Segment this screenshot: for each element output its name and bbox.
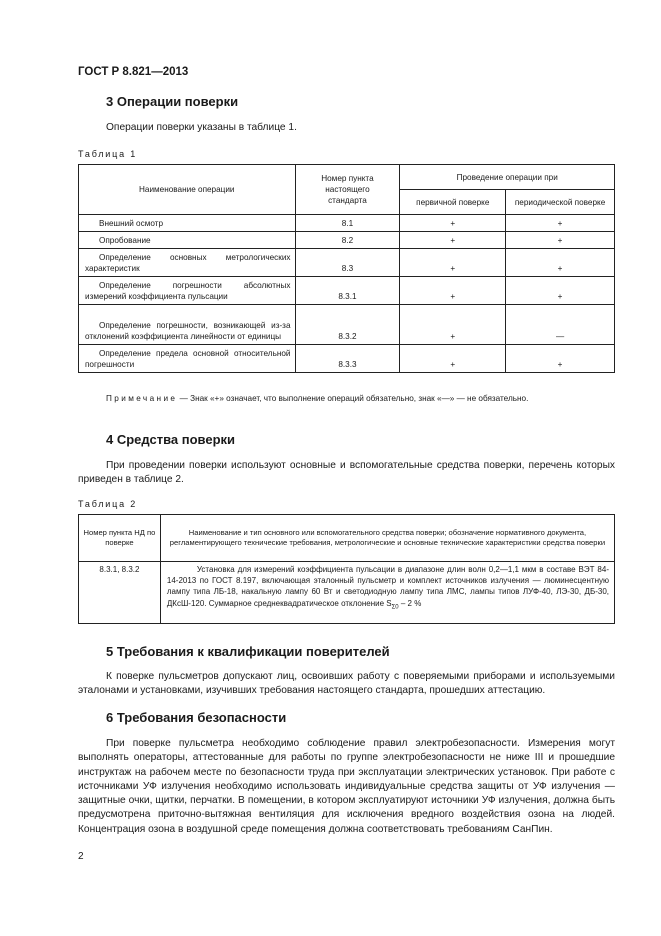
table-1-periodic: + — [506, 277, 615, 305]
table-1-note — [78, 393, 615, 405]
note-text: — Знак «+» означает, что выполнение операций обязательно, знак «—» — не обязательно. — [177, 394, 529, 403]
table-2 — [78, 514, 615, 624]
table-1-periodic: + — [506, 345, 615, 373]
table-1-operation: Определение погрешности, возникающей из-за отклонений коэффициента линейности от единицы — [79, 305, 296, 345]
table-1 — [78, 164, 615, 373]
table-1-number: 8.2 — [295, 232, 400, 249]
table-2-description-text: Установка для измерений коэффициента пульсации в диапазоне длин волн 0,2—1,1 мкм в составе ВЭТ 84-14-2013 по ГОСТ 8.197, включающая эталонный пульсметр и комплект источников излучения — люминесцентную лампу типа ЛБ-18, накальную лампу 60 Вт и светодиодную лампу типа ЛМС, лампы типов ЛУФ-40, ЛЭ-30, ДБ-30, ДКсШ-120. Суммарное среднеквадратическое отклонение S — [166, 565, 609, 608]
section-3-title: 3 Операции поверки — [106, 94, 239, 109]
table-2-description-tail: – 2 % — [398, 598, 422, 608]
table-row — [79, 562, 615, 624]
table-2-header-description: Наименование и тип основного или вспомогательного средства поверки; обозначение нормативного документа, регламентирующего технические требования, метрологические и основные технические характеристики средства поверки — [160, 515, 614, 562]
table-row — [79, 215, 615, 232]
page-number: 2 — [78, 851, 84, 862]
table-1-number: 8.3.2 — [295, 305, 400, 345]
table-1-header-name: Наименование операции — [79, 165, 296, 215]
table-1-header-number: Номер пункта настоящего стандарта — [295, 165, 400, 215]
table-2-description-subscript: Σ0 — [391, 604, 399, 611]
section-4-title: 4 Средства поверки — [106, 432, 236, 447]
table-2-caption: Таблица 2 — [78, 499, 137, 509]
table-1-periodic: + — [506, 232, 615, 249]
table-1-periodic: — — [506, 305, 615, 345]
table-1-primary: + — [400, 215, 506, 232]
note-label: Примечание — [106, 394, 178, 403]
table-1-operation: Определение основных метрологических характеристик — [79, 249, 296, 277]
section-6-title: 6 Требования безопасности — [106, 710, 287, 725]
table-1-operation: Внешний осмотр — [79, 215, 296, 232]
table-1-periodic: + — [506, 215, 615, 232]
table-1-header-periodic: периодической поверке — [506, 190, 615, 215]
table-1-primary: + — [400, 277, 506, 305]
table-1-header-primary: первичной поверке — [400, 190, 506, 215]
table-1-operation: Определение предела основной относительной погрешности — [79, 345, 296, 373]
table-1-operation: Опробование — [79, 232, 296, 249]
table-row — [79, 305, 615, 345]
table-row — [79, 345, 615, 373]
section-5-title: 5 Требования к квалификации поверителей — [106, 644, 390, 659]
table-2-description — [160, 562, 614, 624]
table-row — [79, 249, 615, 277]
document-header: ГОСТ Р 8.821—2013 — [78, 66, 189, 78]
table-2-header-number: Номер пункта НД по поверке — [79, 515, 161, 562]
table-1-primary: + — [400, 232, 506, 249]
table-row — [79, 232, 615, 249]
table-1-operation: Определение погрешности абсолютных измерений коэффициента пульсации — [79, 277, 296, 305]
table-1-periodic: + — [506, 249, 615, 277]
table-1-primary: + — [400, 249, 506, 277]
table-1-number: 8.3.3 — [295, 345, 400, 373]
table-1-number: 8.3.1 — [295, 277, 400, 305]
table-1-caption: Таблица 1 — [78, 149, 137, 159]
table-1-number: 8.3 — [295, 249, 400, 277]
table-1-header-group: Проведение операции при — [400, 165, 615, 190]
table-1-number: 8.1 — [295, 215, 400, 232]
table-2-number: 8.3.1, 8.3.2 — [79, 562, 161, 624]
section-4-text: При проведении поверки используют основные и вспомогательные средства поверки, перечень которых приведен в таблице 2. — [78, 460, 615, 486]
section-5-text: К поверке пульсметров допускают лиц, освоивших работу с поверяемыми приборами и используемыми эталонами и установками, изучивших требования настоящего стандарта, прошедших аттестацию. — [78, 671, 615, 697]
table-1-primary: + — [400, 345, 506, 373]
section-3-text: Операции поверки указаны в таблице 1. — [106, 122, 297, 133]
table-row — [79, 277, 615, 305]
table-1-primary: + — [400, 305, 506, 345]
section-6-text: При поверке пульсметра необходимо соблюдение правил электробезопасности. Измерения могут выполнять операторы, аттестованные для работы по группе электробезопасности не ниже III и прошедшие инструктаж на рабочем месте по безопасности труда при эксплуатации электрических установок. При работе с источниками УФ излучения необходимо использовать индивидуальные средства защиты от УФ излучения — защитные очки, щитки, перчатки. В помещении, в котором эксплуатируют источники УФ излучения, должна быть предусмотрена приточно-вытяжная вентиляция для исключения вредного воздействия озона на людей. Концентрация озона в воздушной среде помещения должна соответствовать требованиям СанПин. — [78, 738, 615, 835]
